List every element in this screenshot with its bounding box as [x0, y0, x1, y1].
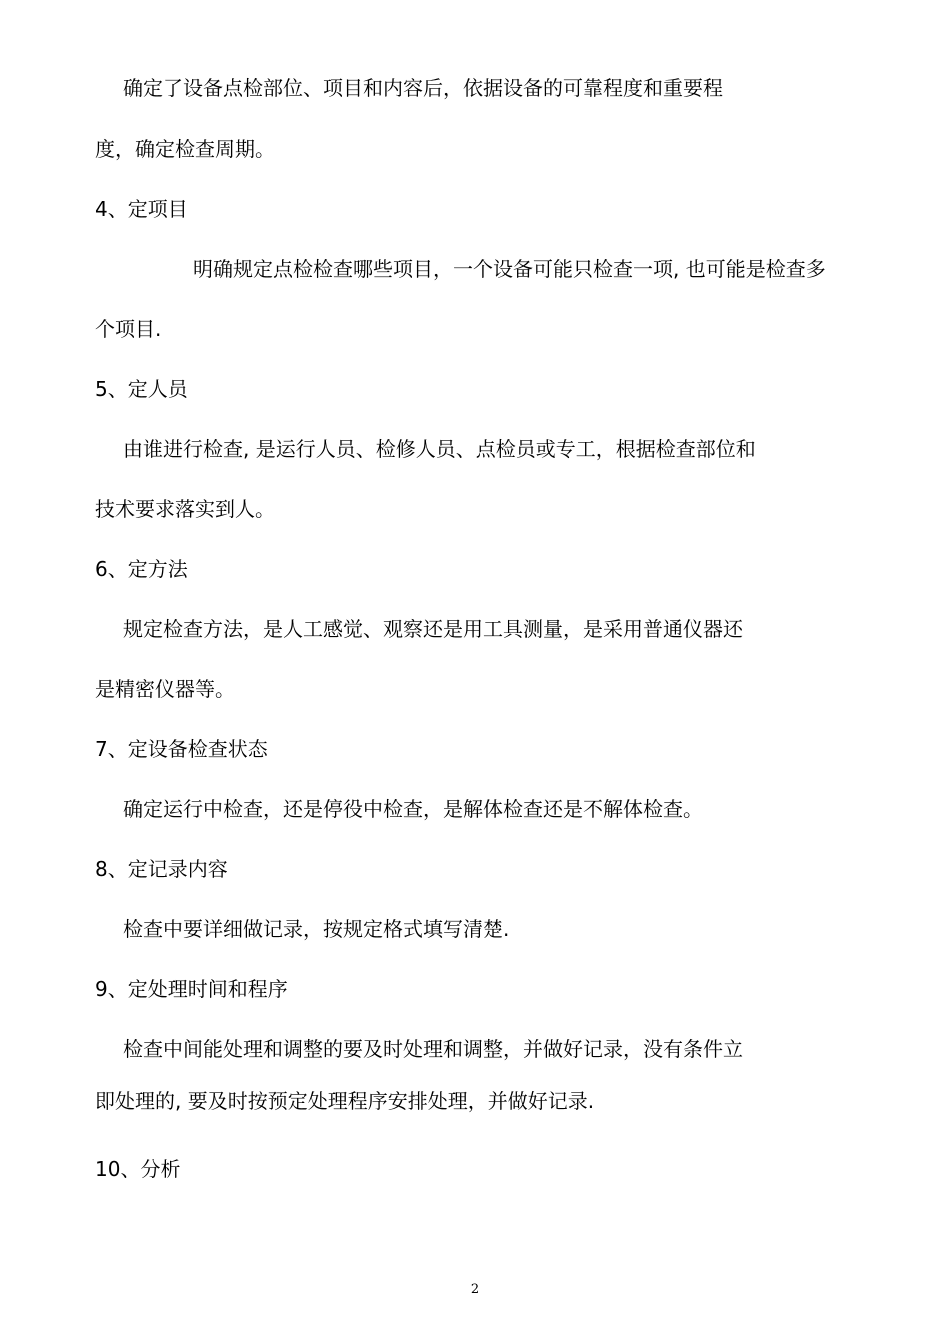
body-text-line: 确定运行中检查，还是停役中检查，是解体检查还是不解体检查。 — [123, 797, 703, 821]
section-heading: 6、定方法 — [95, 557, 188, 581]
body-text-line: 检查中间能处理和调整的要及时处理和调整，并做好记录，没有条件立 — [123, 1037, 743, 1061]
section-heading: 7、定设备检查状态 — [95, 737, 268, 761]
body-text-line: 确定了设备点检部位、项目和内容后，依据设备的可靠程度和重要程 — [123, 76, 723, 100]
body-text-line: 即处理的, 要及时按预定处理程序安排处理，并做好记录. — [95, 1089, 595, 1113]
body-text-line: 个项目. — [95, 317, 162, 341]
body-text-line: 度，确定检查周期。 — [95, 137, 275, 161]
section-heading: 9、定处理时间和程序 — [95, 977, 288, 1001]
body-text-line: 检查中要详细做记录，按规定格式填写清楚. — [123, 917, 510, 941]
section-heading: 10、分析 — [95, 1157, 181, 1181]
body-text-line: 是精密仪器等。 — [95, 677, 235, 701]
body-text-line: 明确规定点检检查哪些项目，一个设备可能只检查一项, 也可能是检查多 — [193, 257, 826, 281]
section-heading: 4、定项目 — [95, 197, 188, 221]
section-heading: 8、定记录内容 — [95, 857, 228, 881]
body-text-line: 由谁进行检查, 是运行人员、检修人员、点检员或专工，根据检查部位和 — [123, 437, 756, 461]
section-heading: 5、定人员 — [95, 377, 188, 401]
body-text-line: 技术要求落实到人。 — [95, 497, 275, 521]
body-text-line: 规定检查方法，是人工感觉、观察还是用工具测量，是采用普通仪器还 — [123, 617, 743, 641]
page-number: 2 — [470, 1282, 480, 1297]
